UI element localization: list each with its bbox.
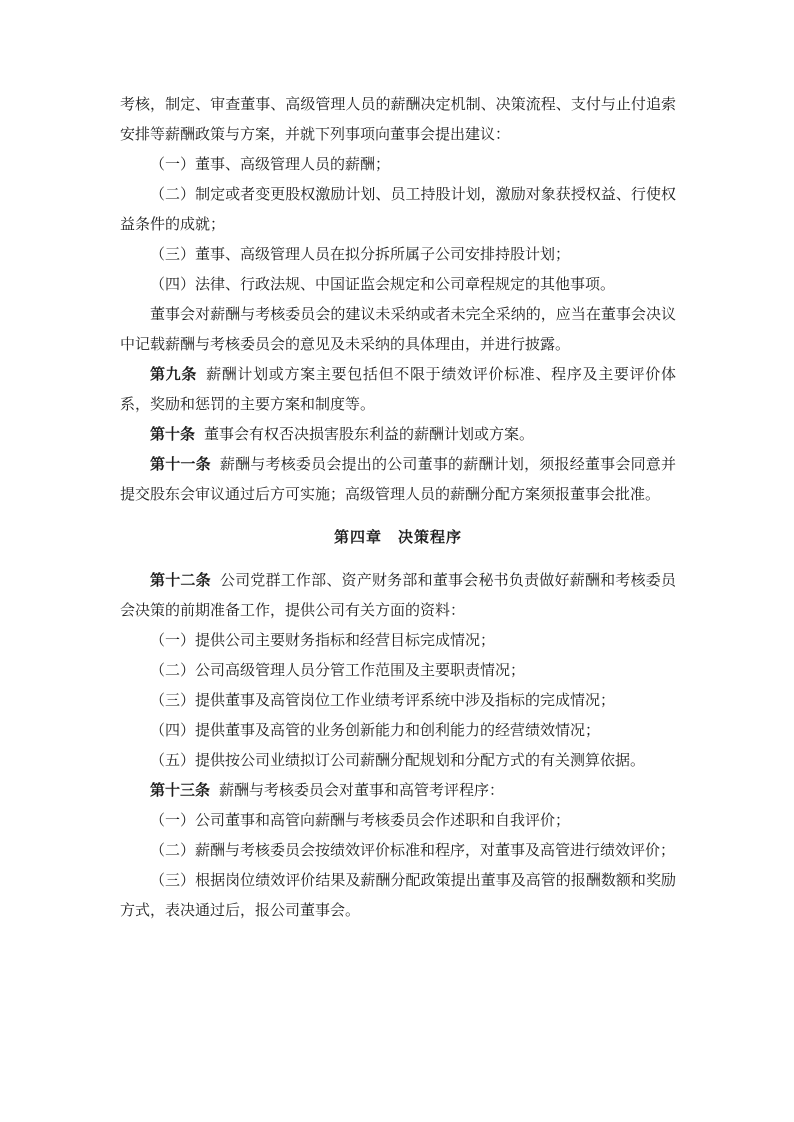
paragraph [120,300,676,360]
list-item [120,240,676,270]
list-item [120,656,676,686]
paragraph-text: （二）薪酬与考核委员会按绩效评价标准和程序，对董事及高管进行绩效评价； [150,843,676,859]
list-item [120,746,676,776]
paragraph-text: （五）提供按公司业绩拟订公司薪酬分配规划和分配方式的有关测算依据。 [150,753,646,769]
paragraph-text: 薪酬与考核委员会提出的公司董事的薪酬计划，须报经董事会同意并提交股东会审议通过后方可实施；高级管理人员的薪酬分配方案须报董事会批准。 [120,457,676,503]
paragraph-text: 公司党群工作部、资产财务部和董事会秘书负责做好薪酬和考核委员会决策的前期准备工作，提供公司有关方面的资料： [120,573,676,619]
chapter-heading-text: 第四章 决策程序 [333,530,462,546]
article-paragraph [120,450,676,510]
paragraph-text: 董事会有权否决损害股东利益的薪酬计划或方案。 [204,427,535,443]
paragraph-text: （三）提供董事及高管岗位工作业绩考评系统中涉及指标的完成情况； [150,693,616,709]
list-item [120,150,676,180]
paragraph [120,90,676,150]
paragraph-text: （四）法律、行政法规、中国证监会规定和公司章程规定的其他事项。 [150,277,616,293]
article-number: 第十条 [150,427,196,443]
list-item [120,836,676,866]
paragraph-text: 薪酬计划或方案主要包括但不限于绩效评价标准、程序及主要评价体系，奖励和惩罚的主要方案和制度等。 [120,367,676,413]
paragraph-text: （一）提供公司主要财务指标和经营目标完成情况； [150,633,496,649]
paragraph-text: （二）制定或者变更股权激励计划、员工持股计划，激励对象获授权益、行使权益条件的成就； [120,187,676,233]
list-item [120,270,676,300]
list-item [120,686,676,716]
paragraph-text: （三）根据岗位绩效评价结果及薪酬分配政策提出董事及高管的报酬数额和奖励方式，表决通过后，报公司董事会。 [120,873,676,919]
paragraph-text: 董事会对薪酬与考核委员会的建议未采纳或者未完全采纳的，应当在董事会决议中记载薪酬与考核委员会的意见及未采纳的具体理由，并进行披露。 [120,307,676,353]
list-item [120,626,676,656]
paragraph-text: （一）公司董事和高管向薪酬与考核委员会作述职和自我评价； [150,813,571,829]
article-number: 第十一条 [150,457,211,473]
list-item [120,180,676,240]
article-paragraph [120,420,676,450]
article-number: 第十二条 [150,573,211,589]
paragraph-text: 薪酬与考核委员会对董事和高管考评程序： [219,783,505,799]
article-paragraph [120,566,676,626]
chapter-heading [120,523,676,553]
article-paragraph [120,776,676,806]
article-paragraph [120,360,676,420]
paragraph-text: （三）董事、高级管理人员在拟分拆所属子公司安排持股计划； [150,247,571,263]
paragraph-text: （四）提供董事及高管的业务创新能力和创利能力的经营绩效情况； [150,723,601,739]
list-item [120,866,676,926]
paragraph-text: （二）公司高级管理人员分管工作范围及主要职责情况； [150,663,526,679]
paragraph-text: 考核，制定、审查董事、高级管理人员的薪酬决定机制、决策流程、支付与止付追索安排等薪酬政策与方案，并就下列事项向董事会提出建议： [120,97,676,143]
article-number: 第九条 [150,367,198,383]
list-item [120,806,676,836]
list-item [120,716,676,746]
paragraph-text: （一）董事、高级管理人员的薪酬； [150,157,391,173]
article-number: 第十三条 [150,783,211,799]
